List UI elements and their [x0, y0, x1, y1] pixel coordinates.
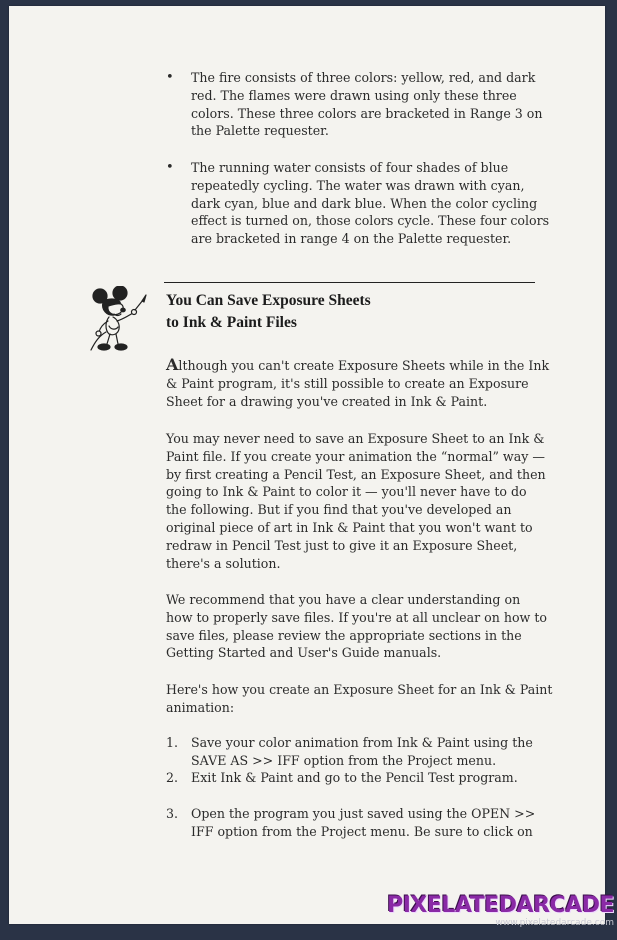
- bullet-fire-colors: The fire consists of three colors: yellow, red, and dark red. The flames were drawn using only these three colors. These three colors are bracketed in Range 3 on the Palette requester.: [191, 70, 543, 139]
- step-item: Exit Ink & Paint and go to the Pencil Test program.: [191, 770, 518, 785]
- section-heading: You Can Save Exposure Sheets to Ink & Paint Files: [166, 292, 371, 331]
- step-number: 2.: [166, 770, 179, 785]
- paragraph-normal-way: You may never need to save an Exposure Sheet to an Ink & Paint file. If you create your animation the “normal” way — by first creating a Pencil Test, an Exposure Sheet, and then going to Ink & Paint to color it — you'll never have to do the following. But if you find that you've developed an original piece of art in Ink & Paint that you won't want to redraw in Pencil Test just to give it an Exposure Sheet, there's a solution.: [166, 431, 546, 571]
- step-item: Open the program you just saved using the OPEN >> IFF option from the Project menu. Be sure to click on: [191, 806, 536, 839]
- paragraph-howto: Here's how you create an Exposure Sheet for an Ink & Paint animation:: [166, 682, 553, 715]
- mickey-mouse-painter-icon: [87, 286, 149, 356]
- bullet-running-water: The running water consists of four shades of blue repeatedly cycling. The water was drawn with cyan, dark cyan, blue and dark blue. When the color cycling effect is turned on, those colors cycle. These four colors are bracketed in range 4 on the Palette requester.: [191, 160, 550, 247]
- step-number: 1.: [166, 735, 179, 750]
- section-divider: [164, 282, 535, 283]
- watermark-url: www.pixelatedarcade.com: [495, 918, 614, 928]
- step-item: Save your color animation from Ink & Paint using the SAVE AS >> IFF option from the Project menu.: [191, 735, 533, 768]
- bullet-marker: •: [166, 160, 174, 175]
- drop-cap: A: [166, 355, 179, 374]
- paragraph-recommend: We recommend that you have a clear understanding on how to properly save files. If you're at all unclear on how to save files, please review the appropriate sections in the Getting Started and User's Guide manuals.: [166, 592, 547, 661]
- watermark-brand: PIXELATEDARCADE: [387, 893, 614, 918]
- bullet-marker: •: [166, 70, 174, 85]
- manual-page: [9, 6, 605, 924]
- watermark: [387, 894, 614, 928]
- step-number: 3.: [166, 806, 179, 821]
- paragraph-intro: Although you can't create Exposure Sheets while in the Ink & Paint program, it's still possible to create an Exposure Sheet for a drawing you've created in Ink & Paint.: [166, 355, 550, 409]
